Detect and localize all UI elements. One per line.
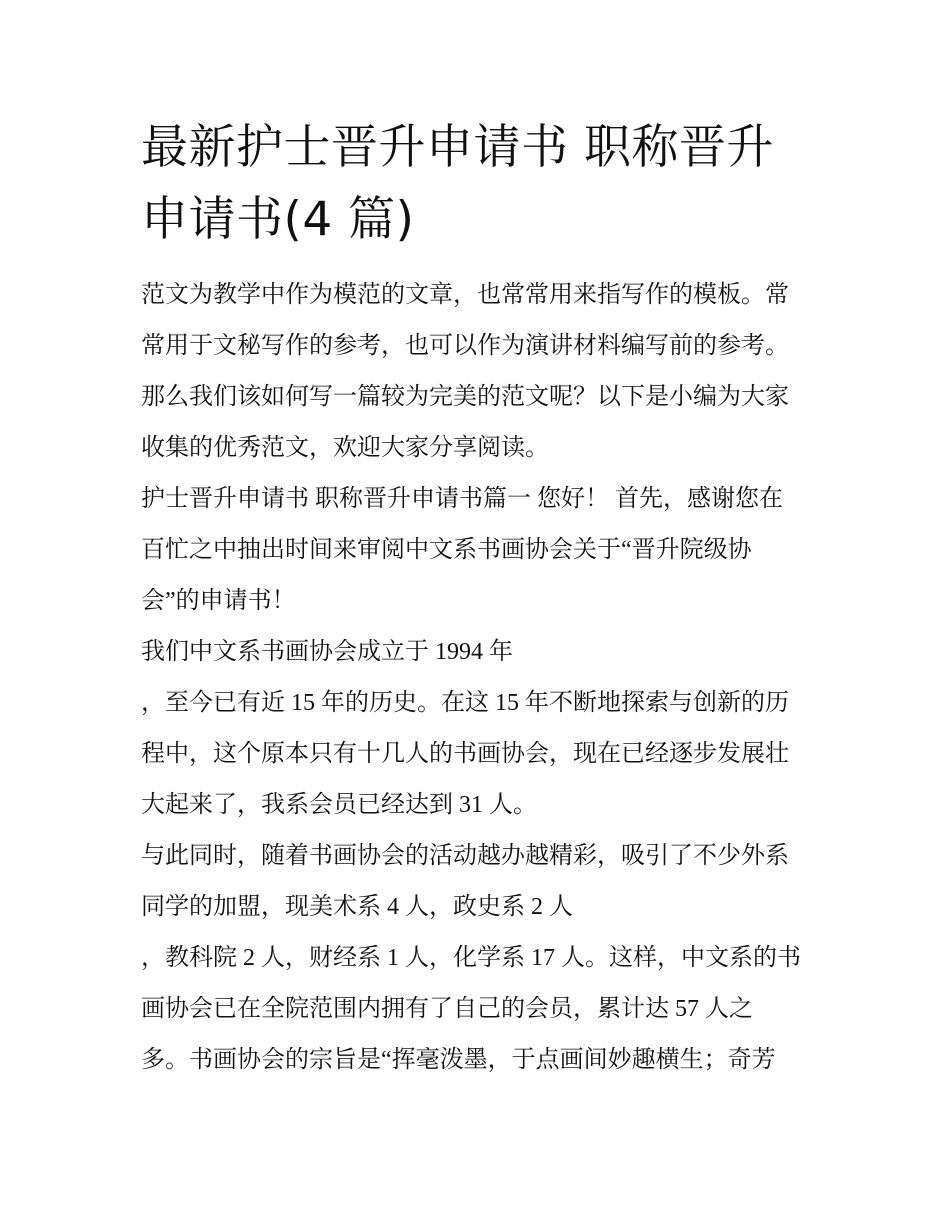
body-text-line: 常用于文秘写作的参考，也可以作为演讲材料编写前的参考。 (141, 333, 789, 359)
title-line: 申请书(4 篇) (141, 192, 415, 247)
body-text-line: ，教科院 2 人，财经系 1 人，化学系 17 人。这样，中文系的书 (141, 945, 801, 971)
body-text-line: ，至今已有近 15 年的历史。在这 15 年不断地探索与创新的历 (141, 690, 789, 716)
document-content (141, 112, 813, 1086)
document-body (141, 270, 813, 1086)
body-text-line: 那么我们该如何写一篇较为完美的范文呢？以下是小编为大家 (141, 384, 789, 410)
body-text-line: 多。书画协会的宗旨是“挥毫泼墨，于点画间妙趣横生；奇芳 (141, 1047, 776, 1073)
body-text-line: 范文为教学中作为模范的文章，也常常用来指写作的模板。常 (141, 282, 789, 308)
body-text-line: 与此同时，随着书画协会的活动越办越精彩，吸引了不少外系 (141, 843, 789, 869)
title-line: 最新护士晋升申请书 职称晋升 (141, 120, 774, 175)
body-text-line: 画协会已在全院范围内拥有了自己的会员，累计达 57 人之 (141, 996, 753, 1022)
body-text-line: 百忙之中抽出时间来审阅中文系书画协会关于“晋升院级协 (141, 537, 752, 563)
body-text-line: 护士晋升申请书 职称晋升申请书篇一 您好！ 首先，感谢您在 (141, 486, 783, 512)
body-text-line: 同学的加盟，现美术系 4 人，政史系 2 人 (141, 894, 573, 920)
body-text-line: 收集的优秀范文，欢迎大家分享阅读。 (141, 435, 549, 461)
document-title (141, 112, 813, 256)
body-text-line: 大起来了，我系会员已经达到 31 人。 (141, 792, 537, 818)
body-text-line: 我们中文系书画协会成立于 1994 年 (141, 639, 513, 665)
body-text-line: 程中，这个原本只有十几人的书画协会，现在已经逐步发展壮 (141, 741, 789, 767)
body-text-line: 会”的申请书！ (141, 588, 296, 614)
